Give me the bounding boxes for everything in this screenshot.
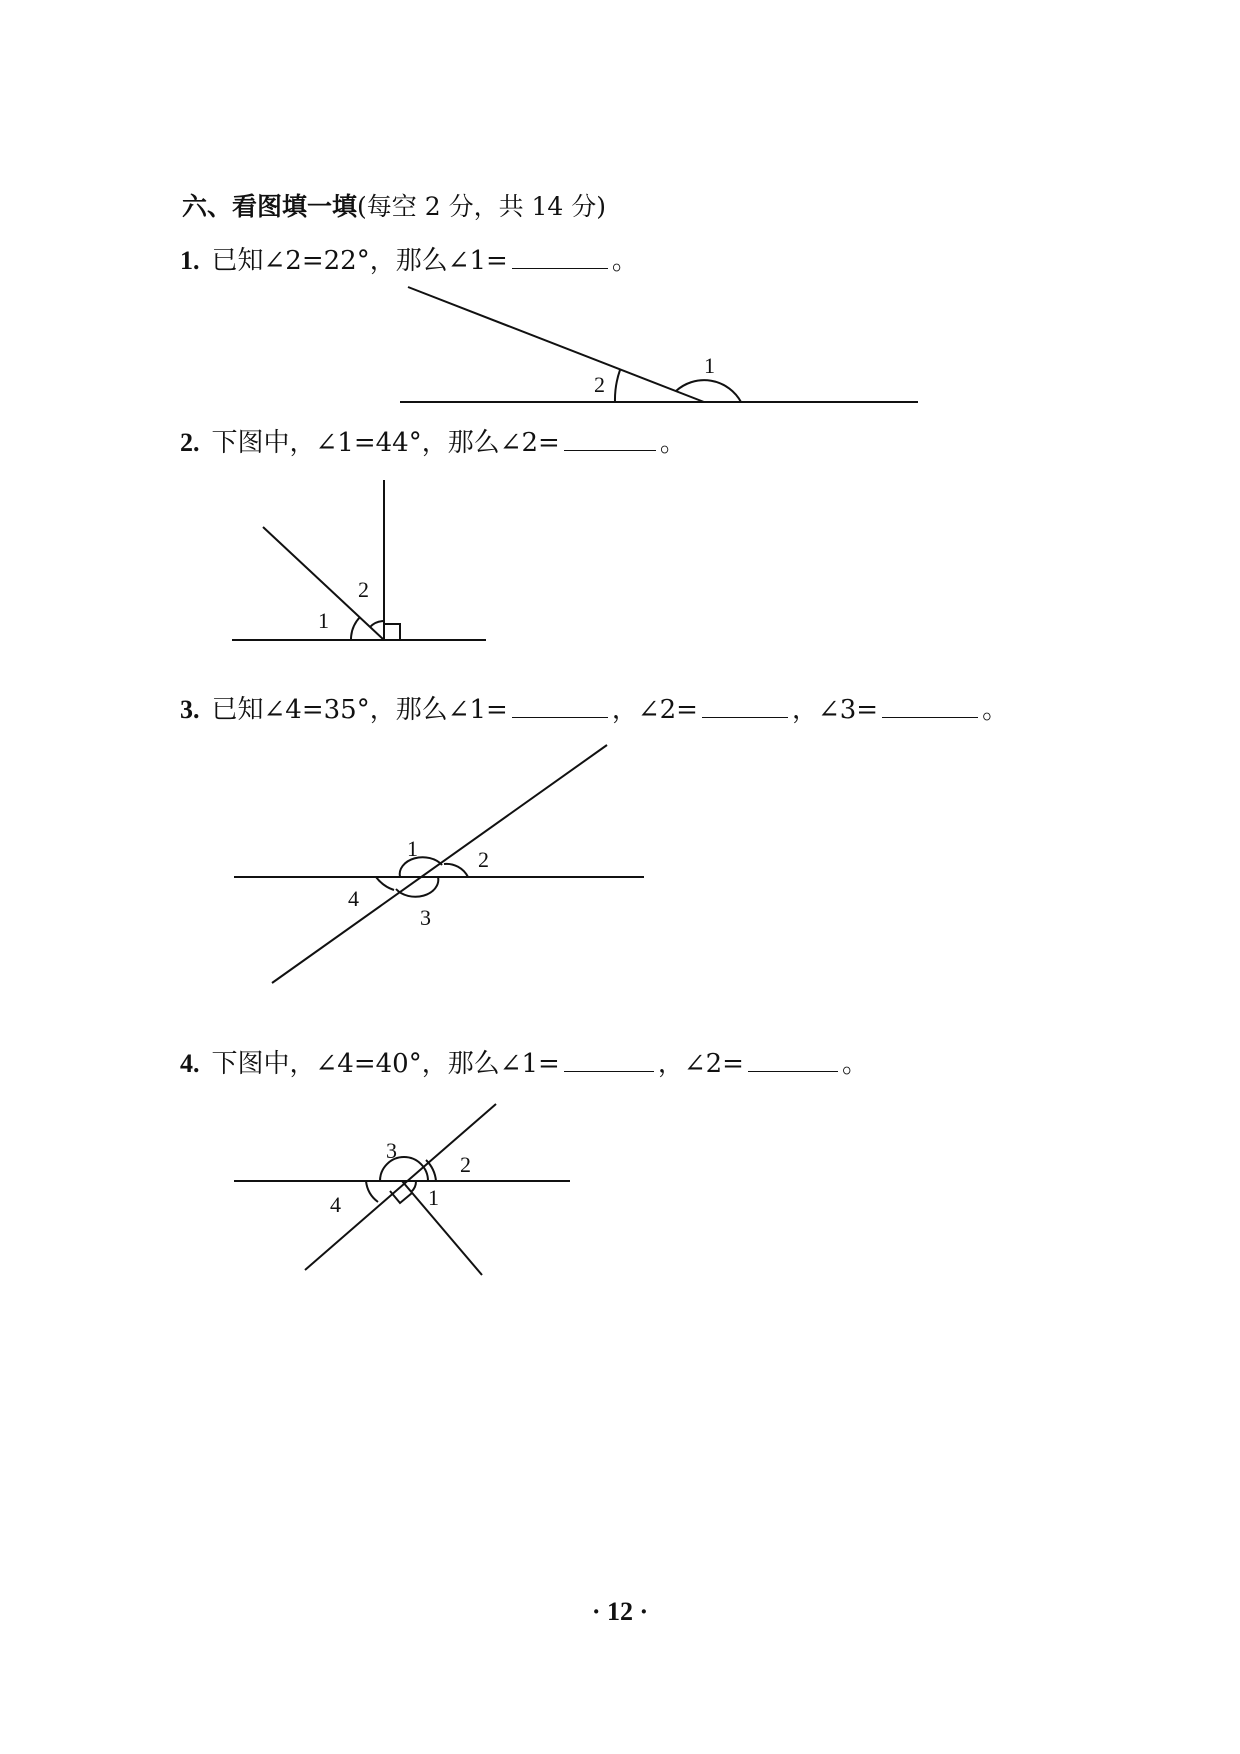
angle-1-arc — [676, 380, 741, 402]
page-number: · 12 · — [591, 1597, 649, 1626]
angle-label: 2 — [478, 847, 489, 872]
question-text: ，∠2= — [657, 1049, 744, 1079]
angle-4-arc — [366, 1181, 378, 1202]
angle-label: 3 — [386, 1138, 397, 1163]
slanted-line — [272, 745, 607, 983]
question-text: ，∠2= — [611, 695, 698, 725]
angle-label: 1 — [428, 1185, 439, 1210]
angle-label: 1 — [704, 353, 715, 378]
figure-2 — [232, 480, 486, 640]
angle-1-arc — [351, 617, 360, 640]
question-text: 下图中，∠1=44°，那么∠2= — [211, 428, 560, 458]
question-text-end: 。 — [611, 246, 638, 276]
angle-label: 2 — [460, 1152, 471, 1177]
angle-2-arc — [615, 370, 620, 402]
score-note: (每空 2 分，共 14 分) — [357, 192, 607, 221]
angle-label: 1 — [407, 836, 418, 861]
angle-4-arc — [376, 877, 394, 890]
angle-label: 2 — [358, 577, 369, 602]
question-text: 下图中，∠4=40°，那么∠1= — [211, 1049, 560, 1079]
question-number: 4. — [180, 1049, 200, 1078]
angle-label: 3 — [420, 905, 431, 930]
angle-label: 2 — [594, 372, 605, 397]
section-title: 六、看图填一填 — [182, 192, 358, 221]
question-text-end: 。 — [982, 695, 1009, 725]
question-text: 已知∠2=22°，那么∠1= — [211, 246, 508, 276]
angle-label: 4 — [330, 1192, 341, 1217]
question-number: 2. — [180, 428, 200, 457]
angle-1-arc — [411, 1181, 416, 1192]
angle-2-arc — [370, 621, 384, 627]
slanted-line — [305, 1104, 496, 1270]
slanted-ray — [408, 287, 704, 402]
figure-3 — [234, 745, 644, 983]
question-text: ，∠3= — [791, 695, 879, 725]
angle-label: 1 — [318, 608, 329, 633]
angle-label: 4 — [348, 886, 359, 911]
question-text-end: 。 — [659, 428, 686, 458]
figure-4 — [234, 1104, 570, 1275]
figure-1 — [400, 287, 918, 402]
slanted-ray — [402, 1181, 482, 1275]
question-text: 已知∠4=35°，那么∠1= — [211, 695, 508, 725]
question-number: 1. — [180, 246, 200, 275]
angle-2-arc — [444, 864, 468, 877]
right-angle-mark — [384, 624, 400, 640]
question-number: 3. — [180, 695, 200, 724]
question-text-end: 。 — [841, 1049, 868, 1079]
